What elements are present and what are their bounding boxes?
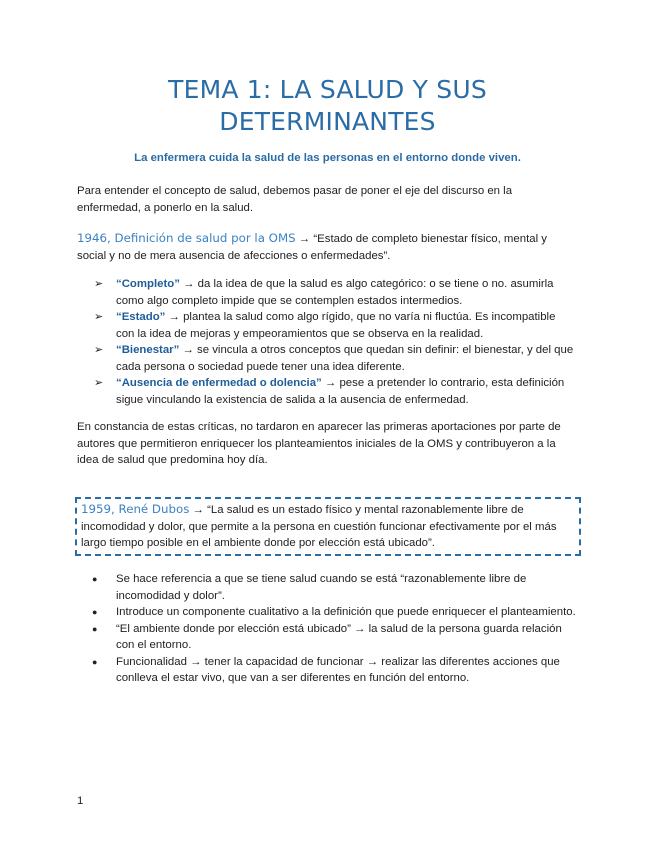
critique-text: → se vincula a otros conceptos que quedan sin definir: el bienestar, y del que cada persona o sociedad puede tener una idea diferente. (116, 344, 574, 373)
list-item (92, 604, 578, 621)
page-title (0, 74, 655, 138)
bullet-icon: ● (92, 623, 98, 634)
list-item (92, 654, 578, 687)
constancia-paragraph: En constancia de estas críticas, no tardaron en aparecer las primeras aportaciones por parte de autores que permitieron enriquecer los planteamientos iniciales de la OMS y contribuyeron a la idea de salud que predomina hoy día. (77, 421, 561, 466)
arrow-bullet-icon: ➢ (94, 377, 104, 389)
list-item (94, 309, 576, 342)
list-item (94, 276, 576, 309)
point-text: Se hace referencia a que se tiene salud cuando se está “razonablemente libre de incomodidad y dolor”. (116, 573, 527, 602)
critique-term: “Completo” (116, 278, 180, 290)
critique-term: “Estado” (116, 311, 166, 323)
list-item (94, 342, 576, 375)
bullet-icon: ● (92, 656, 98, 667)
arrow-bullet-icon: ➢ (94, 344, 104, 356)
page-number: 1 (77, 795, 84, 807)
dubos-heading: 1959, René Dubos (81, 502, 190, 516)
dubos-points-list (92, 571, 578, 687)
bullet-icon: ● (92, 607, 98, 617)
critique-text: → da la idea de que la salud es algo categórico: o se tiene o no. asumirla como algo completo impide que se contemplen estados intermedios. (116, 278, 554, 307)
list-item (92, 621, 578, 654)
oms-definition (77, 230, 577, 264)
critiques-list (94, 276, 576, 408)
dubos-text: → “La salud es un estado físico y mental razonablemente libre de incomodidad y dolor, que permite a la persona en cuestión funcionar efectivamente por el más largo tiempo posible en el ambiente donde por elección está ubicado”. (81, 504, 557, 549)
oms-text: → “Estado de completo bienestar físico, mental y social y no de mera ausencia de afecciones o enfermedades”. (77, 233, 547, 262)
critique-text: → pese a pretender lo contrario, esta definición sigue vinculando la existencia de salida a la ausencia de enfermedad. (116, 377, 565, 406)
critique-text: → plantea la salud como algo rígido, que no varía ni fluctúa. Es incompatible con la idea de mejoras y empeoramientos que se observa en la realidad. (116, 311, 556, 340)
critique-term: “Ausencia de enfermedad o dolencia” (116, 377, 322, 389)
title-line-1: TEMA 1: LA SALUD Y SUS (168, 75, 487, 104)
critique-term: “Bienestar” (116, 344, 180, 356)
arrow-bullet-icon: ➢ (94, 278, 104, 290)
subtitle: La enfermera cuida la salud de las personas en el entorno donde viven. (134, 152, 521, 164)
oms-heading: 1946, Definición de salud por la OMS (77, 231, 296, 245)
list-item (92, 571, 578, 604)
intro-paragraph: Para entender el concepto de salud, debemos pasar de poner el eje del discurso en la enfermedad, a ponerlo en la salud. (77, 185, 513, 214)
point-text: “El ambiente donde por elección está ubicado” → la salud de la persona guarda relación con el entorno. (116, 622, 562, 651)
list-item (94, 375, 576, 408)
arrow-bullet-icon: ➢ (94, 311, 104, 323)
dubos-definition-box (75, 497, 581, 556)
point-text: Introduce un componente cualitativo a la definición que puede enriquecer el planteamiento. (116, 606, 576, 618)
point-text: Funcionalidad → tener la capacidad de funcionar → realizar las diferentes acciones que conlleva el estar vivo, que van a ser diferentes en función del entorno. (116, 655, 560, 684)
title-line-2: DETERMINANTES (219, 107, 436, 136)
bullet-icon: ● (92, 574, 98, 584)
